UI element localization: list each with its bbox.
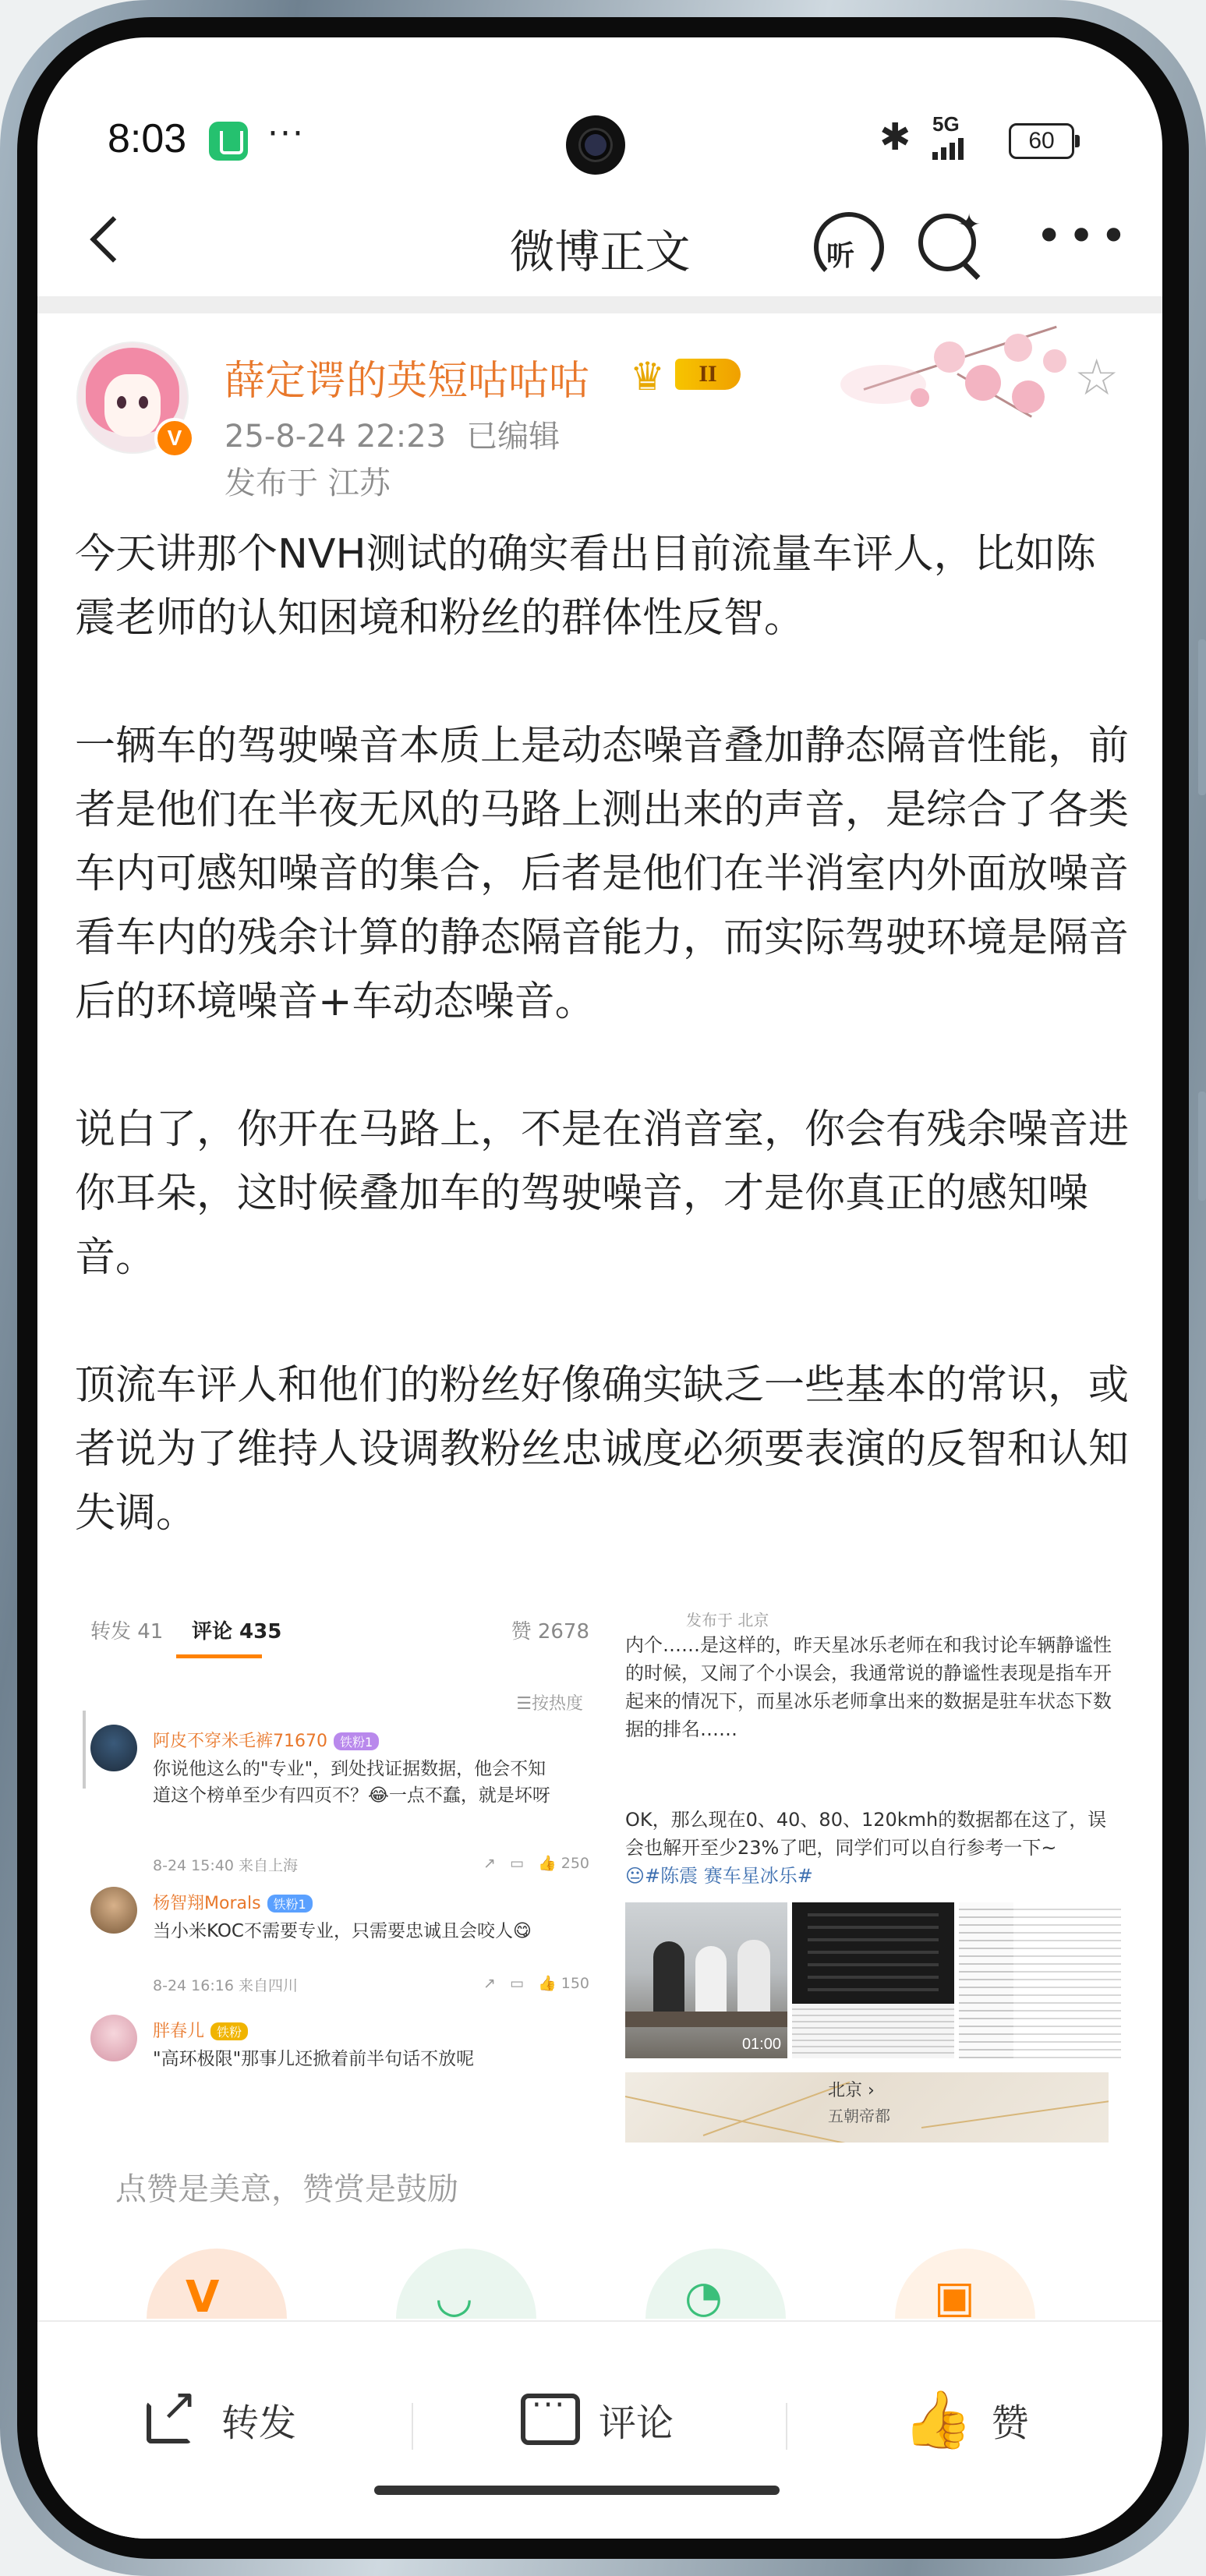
commenter-name: 胖春儿 铁粉 [153,2018,248,2042]
comment-item [90,1725,589,1881]
commenter-avatar [90,2015,137,2061]
top-nav-bar [37,186,1162,295]
quote-bar [83,1711,86,1789]
quoted-post-text: 内个……是这样的，昨天星冰乐老师在和我讨论车辆静谧性的时候，又闹了个小误会，我通常说的静谧性表现是指车开起来的情况下，而星冰乐老师拿出来的数据是驻车状态下数据的排名…… [625,1634,1112,1740]
map-city: 北京 › [828,2081,875,2100]
video-thumbnail[interactable] [625,1902,787,2058]
video-duration: 01:00 [741,2036,781,2053]
sort-by-hot: ☰按热度 [516,1694,583,1714]
reward-options [37,2249,1162,2319]
quoted-post-location: 发布于 北京 [686,1611,769,1629]
comment-meta: 8-24 15:40 来自上海 ↗ ▭ 👍 250 [153,1855,589,1874]
battery-icon: 60 [1009,123,1074,159]
reward-option[interactable]: ◔ [645,2249,786,2319]
post-image-quoted-post[interactable] [616,1597,1140,2143]
comment-text: "高环极限"那事儿还掀着前半句话不放呢 [153,2049,475,2069]
commenter-name: 阿皮不穿米毛裤71670 铁粉1 [153,1728,379,1752]
commenter-avatar [90,1725,137,1771]
more-options-icon[interactable]: ••• [1035,209,1133,264]
volume-button [1198,639,1206,795]
comment-icon [521,2394,580,2445]
listen-headphone-icon[interactable] [809,212,884,274]
level-label: II [675,359,741,390]
screenshot-thumbnail[interactable] [792,1902,954,2058]
quoted-post-text-2: OK，那么现在0、40、80、120kmh的数据都在这了，误会也解开至少23%了吧，同学们可以自行参考一下~ 😐#陈震 赛车星冰乐# [625,1809,1107,1887]
post-paragraph: 今天讲那个NVH测试的确实看出目前流量车评人，比如陈震老师的认知困境和粉丝的群体性反智。 [75,531,1096,642]
commenter-avatar [90,1887,137,1934]
post-paragraph: 顶流车评人和他们的粉丝好像确实缺乏一些基本的常识，或者说为了维持人设调教粉丝忠诚度必须要表演的反智和认知失调。 [75,1362,1130,1537]
app-notification-icon [209,122,248,161]
verified-badge-icon: V [154,418,195,458]
reward-tip-text: 点赞是美意，赞赏是鼓励 [115,2171,458,2207]
status-bar [37,37,1162,178]
bluetooth-icon: ✱ [879,115,911,159]
username[interactable]: 薛定谔的英短咕咕咕 [225,358,590,405]
comment-button[interactable] [521,2384,674,2454]
section-divider [37,296,1162,313]
map-district: 五朝帝都 [828,2107,890,2125]
status-time: 8:03 [108,116,187,161]
reward-option[interactable]: ▣ [895,2249,1035,2319]
comment-item [90,1887,589,2004]
data-table-thumbnail[interactable] [959,1902,1121,2058]
bottom-action-bar [37,2320,1162,2539]
comment-meta: 8-24 16:16 来自四川 ↗ ▭ 👍 150 [153,1975,589,1994]
reward-option[interactable]: ◡ [396,2249,536,2319]
more-notifications-icon: ··· [267,114,305,154]
bar-separator [412,2403,413,2450]
commenter-name: 杨智翔Morals 铁粉1 [153,1890,313,1914]
comment-text: 当小米KOC不需要专业，只需要忠诚且会咬人😋 [153,1921,532,1941]
thumbs-up-icon: 👍 [903,2387,973,2452]
front-camera [566,115,625,175]
ai-search-icon[interactable]: ✦ [918,214,988,284]
like-label: 赞 [991,2401,1029,2445]
crown-icon: ♛ [630,354,665,399]
tab-likes: 赞 2678 [511,1620,589,1644]
page-title: 微博正文 [509,225,691,278]
location-map-card[interactable] [625,2072,1109,2143]
like-button[interactable] [903,2384,1029,2454]
comment-text: 你说他这么的"专业"，到处找证据数据，他会不知道这个榜单至少有四页不？😂一点不蠢，就是坏呀 [153,1759,550,1806]
image-thumbnails [625,1902,1132,2058]
post-body [75,522,1135,1545]
repost-button[interactable] [147,2384,296,2454]
tab-comments: 评论 435 [192,1620,282,1644]
favorite-star-icon[interactable]: ☆ [1074,349,1119,407]
post-paragraph: 说白了，你开在马路上，不是在消音室，你会有残余噪音进你耳朵，这时候叠加车的驾驶噪音，才是你真正的感知噪音。 [75,1106,1130,1281]
repost-label: 转发 [221,2401,297,2445]
post-timestamp: 25-8-24 22:23 [225,419,447,455]
post-location: 发布于 江苏 [225,465,391,501]
signal-icon [932,112,964,160]
network-type: 5G [932,112,960,136]
comment-label: 评论 [599,2401,674,2445]
tab-repost: 转发 41 [90,1620,164,1644]
active-tab-indicator [176,1654,262,1658]
reward-option[interactable]: V [147,2249,287,2319]
member-level-badge[interactable] [630,351,747,399]
comment-item [90,2015,589,2108]
post-image-comments-screenshot[interactable] [75,1597,599,2143]
edited-label: 已编辑 [466,419,561,455]
post-meta [225,412,580,456]
power-button [1198,1092,1206,1201]
post-paragraph: 一辆车的驾驶噪音本质上是动态噪音叠加静态隔音性能，前者是他们在半夜无风的马路上测出来的声音，是综合了各类车内可感知噪音的集合，后者是他们在半消室内外面放噪音看车内的残余计算的静态隔音能力，而实际驾驶环境是隔音后的环境噪音+车动态噪音。 [75,723,1130,1025]
bar-separator [786,2403,787,2450]
listen-label: 听 [826,240,855,272]
cherry-blossom-decoration [817,318,1074,435]
phone-screen [37,37,1162,2539]
share-icon [147,2394,203,2445]
home-indicator[interactable] [374,2486,780,2495]
